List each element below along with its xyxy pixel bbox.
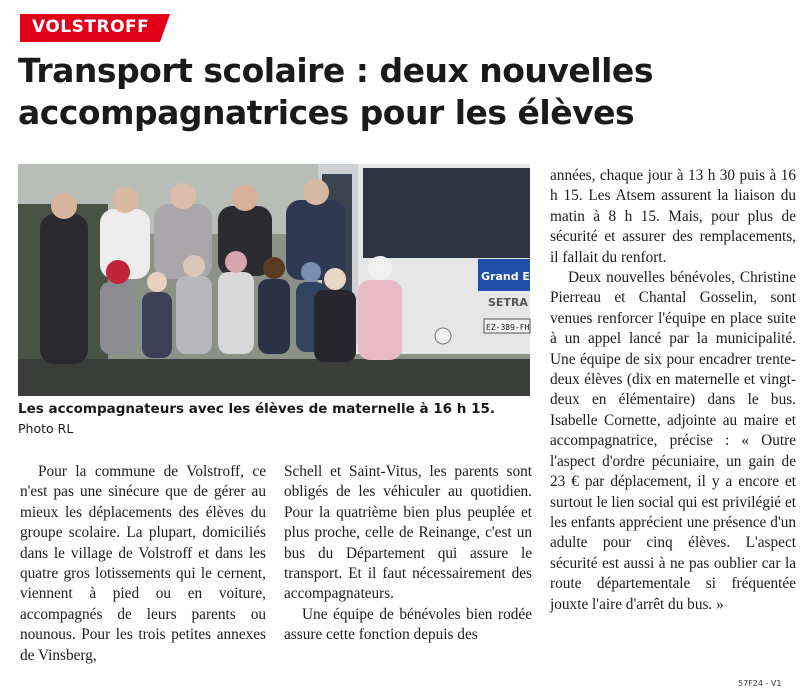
bus-plate-text: EZ-389-FH: [486, 323, 530, 332]
article-photo: [18, 164, 542, 396]
body-column-3: [550, 166, 796, 615]
body-paragraph: Une équipe de bénévoles bien rodée assure cette fonction depuis des: [284, 605, 532, 644]
page-code: 57F24 - V1: [738, 679, 782, 688]
headline-line-2: accompagnatrices pour les élèves: [18, 93, 635, 132]
headline-line-1: Transport scolaire : deux nouvelles: [18, 51, 653, 90]
body-paragraph: Pour la commune de Volstroff, ce n'est pas une sinécure que de gérer au mieux les déplacements des élèves du groupe scolaire. La plupart, domiciliés dans le village de Volstroff et dans les quatre gros lotissements qui le cernent, viennent à pied ou en voiture, accompagnés de leurs parents ou nounous. Pour les trois petites annexes de Vinsberg,: [20, 463, 266, 664]
article-headline: [18, 50, 788, 134]
bus-logo-text: Grand Est: [481, 270, 542, 283]
section-kicker: [20, 14, 170, 42]
kicker-label: VOLSTROFF: [32, 17, 150, 37]
bus-brand-text: SETRA: [488, 296, 528, 309]
caption-text: Les accompagnateurs avec les élèves de maternelle à 16 h 15.: [18, 401, 496, 417]
body-paragraph: années, chaque jour à 13 h 30 puis à 16 h 15. Les Atsem assurent la liaison du matin à 8 h 15. Mais, pour plus de sécurité et assurer des remplacements, il fallait du renfort.: [550, 167, 796, 266]
photo-illustration: [18, 164, 542, 396]
body-paragraph: Schell et Saint-Vitus, les parents sont obligés de les véhiculer au quotidien. Pour la quatrième bien plus peuplée et plus proche, celle de Reinange, c'est un bus du Département qui assure le transport. Et il faut nécessairement des accompagnateurs.: [284, 463, 532, 603]
body-column-2: [284, 462, 532, 646]
photo-caption: [18, 400, 530, 439]
body-paragraph: Deux nouvelles bénévoles, Christine Pierreau et Chantal Gosselin, sont venues renforcer l'équipe en place suite à un appel lancé par la municipalité. Une équipe de six pour encadrer trente-deux élèves (dix en maternelle et vingt-deux en élémentaire) dans le bus. Isabelle Cornette, adjointe au maire et accompagnatrice, précise : « Outre l'aspect d'ordre pécuniaire, un gain de 23 € par déplacement, il y a encore et surtout le lien social qui est privilégié et les enfants apprécient une présence d'un adulte pour cinq élèves. L'aspect sécurité est aussi à ne pas oublier car la route départementale si fréquentée jouxte l'aire d'arrêt du bus. »: [550, 269, 796, 613]
body-column-1: [20, 462, 266, 666]
photo-credit: Photo RL: [18, 421, 74, 436]
